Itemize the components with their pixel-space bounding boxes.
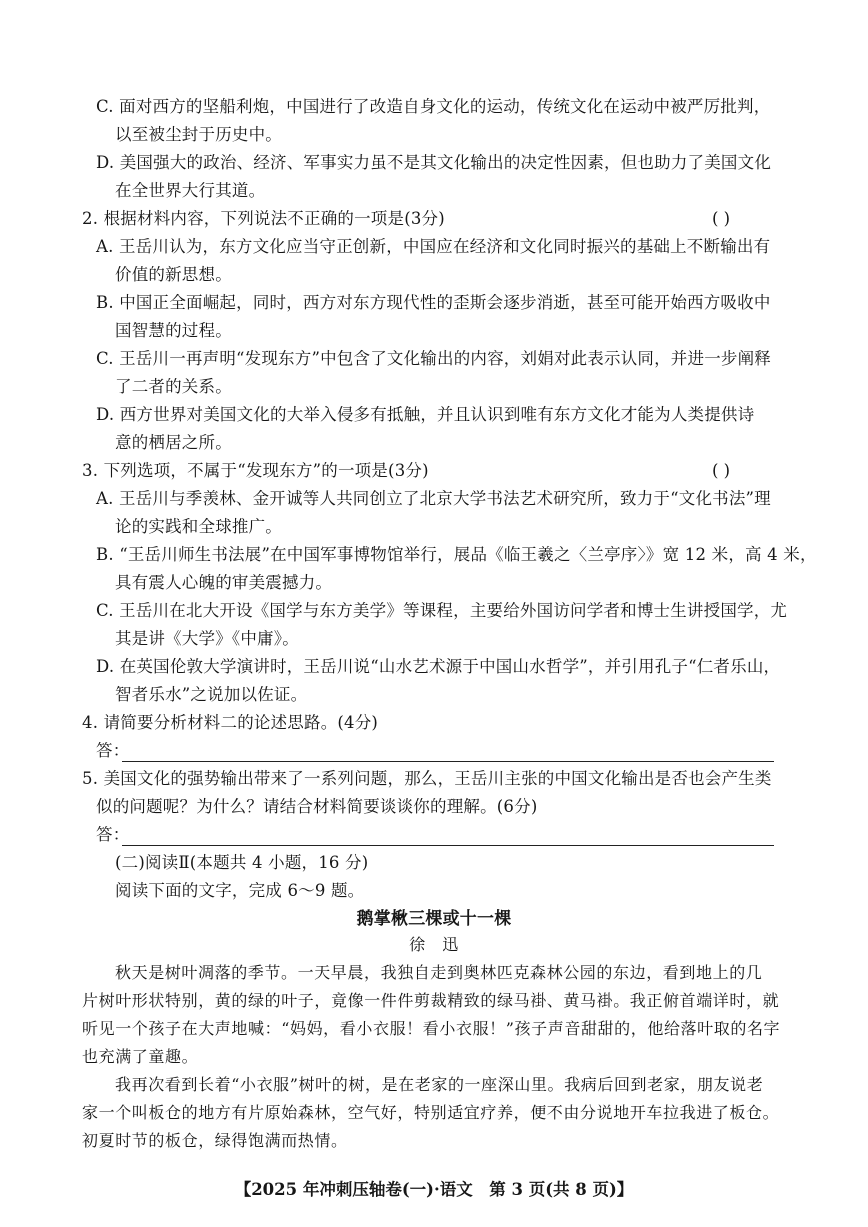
q1-option-d-line2: 在全世界大行其道。 — [115, 181, 266, 200]
article-title: 鹅掌楸三棵或十一棵 — [356, 909, 512, 929]
article-p2-line1: 我再次看到长着“小衣服”树叶的树，是在老家的一座深山里。我病后回到老家，朋友说老 — [115, 1075, 764, 1094]
q3-option-c-line1: C. 王岳川在北大开设《国学与东方美学》等课程，主要给外国访问学者和博士生讲授国学，尤 — [96, 601, 788, 620]
q3-option-a-line1: A. 王岳川与季羡林、金开诚等人共同创立了北京大学书法艺术研究所，致力于“文化书法”理 — [96, 489, 771, 508]
q5-answer-label: 答： — [96, 825, 130, 844]
q1-option-d-line1: D. 美国强大的政治、经济、军事实力虽不是其文化输出的决定性因素，但也助力了美国文化 — [96, 153, 772, 172]
q3-option-b-line1: B. “王岳川师生书法展”在中国军事博物馆举行，展品《临王羲之〈兰亭序〉》宽 12 米，高 4 米， — [96, 545, 817, 564]
article-p1-line1: 秋天是树叶凋落的季节。一天早晨，我独自走到奥林匹克森林公园的东边，看到地上的几 — [115, 963, 763, 982]
article-p1-line2: 片树叶形状特别，黄的绿的叶子，竟像一件件剪裁精致的绿马褂、黄马褂。我正俯首端详时，就 — [82, 991, 780, 1010]
q2-option-b-line2: 国智慧的过程。 — [115, 321, 232, 340]
q1-option-c-line2: 以至被尘封于历史中。 — [115, 125, 282, 144]
q4-stem: 4. 请简要分析材料二的论述思路。(4分) — [82, 713, 379, 732]
article-p2-line2: 家一个叫板仓的地方有片原始森林，空气好，特别适宜疗养，便不由分说地开车拉我进了板仓。 — [82, 1103, 780, 1122]
q2-option-b-line1: B. 中国正全面崛起，同时，西方对东方现代性的歪斯会逐步消逝，甚至可能开始西方吸收中 — [96, 293, 771, 312]
q2-option-c-line2: 了二者的关系。 — [115, 377, 232, 396]
section2-instruction: 阅读下面的文字，完成 6～9 题。 — [115, 881, 365, 900]
q2-option-d-line2: 意的栖居之所。 — [115, 433, 232, 452]
q2-option-c-line1: C. 王岳川一再声明“发现东方”中包含了文化输出的内容，刘娟对此表示认同，并进一步阐释 — [96, 349, 771, 368]
q3-stem: 3. 下列选项，不属于“发现东方”的一项是(3分) — [82, 461, 429, 480]
q3-option-d-line1: D. 在英国伦敦大学演讲时，王岳川说“山水艺术源于中国山水哲学”，并引用孔子“仁者乐山， — [96, 657, 781, 676]
q2-answer-bracket[interactable]: ( ) — [712, 209, 731, 228]
page-footer: 【2025 年冲刺压轴卷(一)·语文 第 3 页(共 8 页)】 — [234, 1180, 634, 1199]
article-p1-line3: 听见一个孩子在大声地喊：“妈妈，看小衣服！看小衣服！”孩子声音甜甜的，他给落叶取的名字 — [82, 1019, 781, 1038]
q3-option-c-line2: 其是讲《大学》《中庸》。 — [115, 629, 299, 648]
q2-option-a-line1: A. 王岳川认为，东方文化应当守正创新，中国应在经济和文化同时振兴的基础上不断输出有 — [96, 237, 771, 256]
q3-option-d-line2: 智者乐水”之说加以佐证。 — [115, 685, 308, 704]
q3-option-a-line2: 论的实践和全球推广。 — [115, 517, 282, 536]
q5-stem-line2: 似的问题呢？为什么？请结合材料简要谈谈你的理解。(6分) — [96, 797, 538, 816]
q4-answer-line[interactable] — [122, 761, 774, 762]
q3-option-b-line2: 具有震人心魄的审美震撼力。 — [115, 573, 333, 592]
q5-answer-line[interactable] — [122, 845, 774, 846]
article-p1-line4: 也充满了童趣。 — [82, 1047, 199, 1066]
article-p2-line3: 初夏时节的板仓，绿得饱满而热情。 — [82, 1131, 348, 1150]
q2-option-d-line1: D. 西方世界对美国文化的大举入侵多有抵触，并且认识到唯有东方文化才能为人类提供诗 — [96, 405, 755, 424]
q2-option-a-line2: 价值的新思想。 — [115, 265, 232, 284]
q1-option-c-line1: C. 面对西方的坚船利炮，中国进行了改造自身文化的运动，传统文化在运动中被严厉批判， — [96, 97, 771, 116]
section2-heading: (二)阅读Ⅱ(本题共 4 小题，16 分) — [115, 853, 369, 872]
q4-answer-label: 答： — [96, 741, 130, 760]
q5-stem-line1: 5. 美国文化的强势输出带来了一系列问题，那么，王岳川主张的中国文化输出是否也会产生类 — [82, 769, 772, 788]
q3-answer-bracket[interactable]: ( ) — [712, 461, 731, 480]
article-author: 徐 迅 — [409, 935, 459, 954]
q2-stem: 2. 根据材料内容，下列说法不正确的一项是(3分) — [82, 209, 445, 228]
